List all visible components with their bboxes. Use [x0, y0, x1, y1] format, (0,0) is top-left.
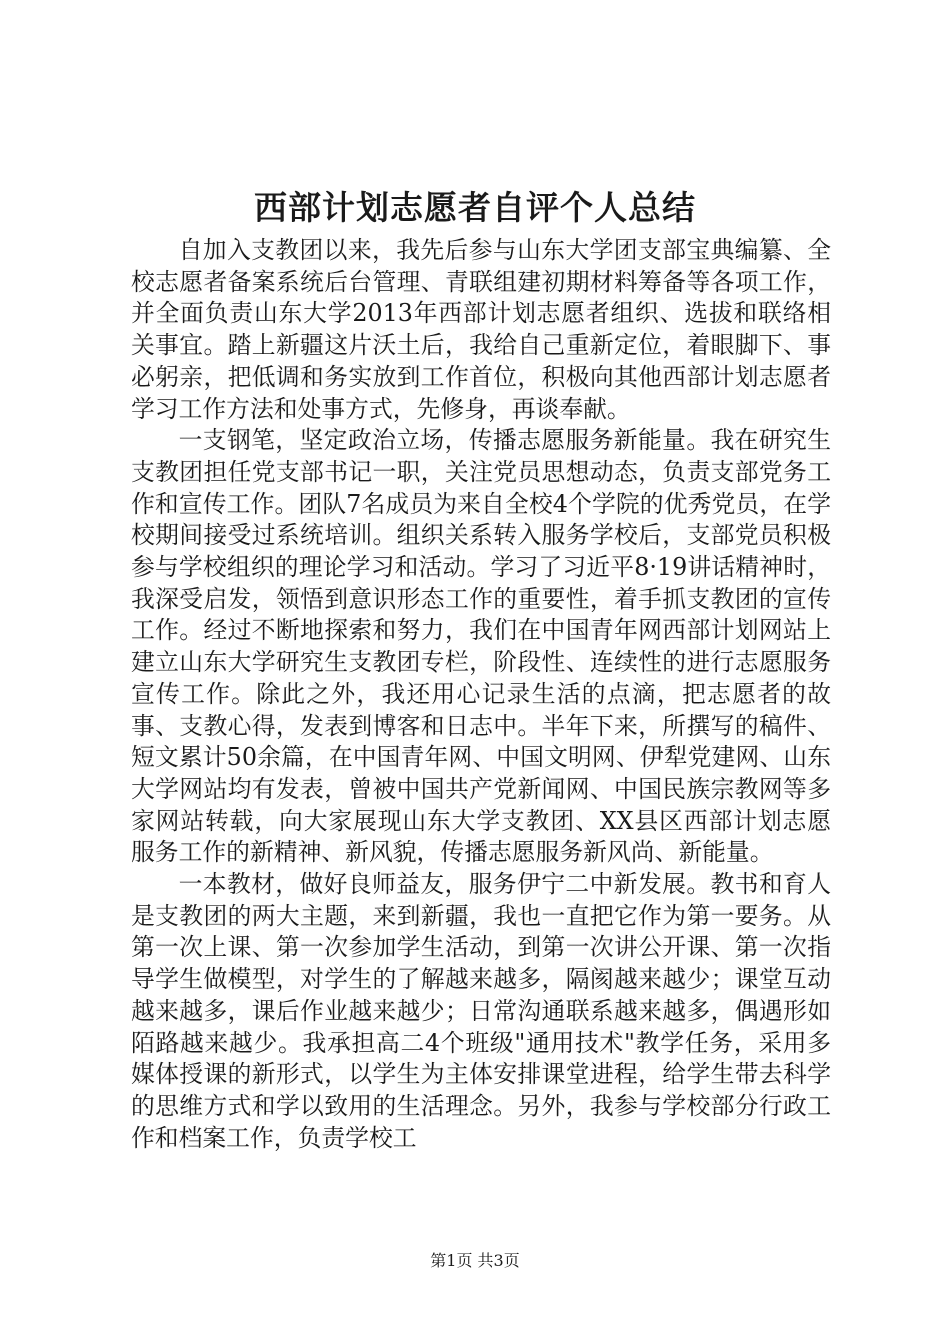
paragraph-pen: 一支钢笔，坚定政治立场，传播志愿服务新能量。我在研究生支教团担任党支部书记一职，关注党员思想动态，负责支部党务工作和宣传工作。团队7名成员为来自全校4个学院的优秀党员，在学校期间接受过系统培训。组织关系转入服务学校后，支部党员积极参与学校组织的理论学习和活动。学习了习近平8·19讲话精神时，我深受启发，领悟到意识形态工作的重要性，着手抓支教团的宣传工作。经过不断地探索和努力，我们在中国青年网西部计划网站上建立山东大学研究生支教团专栏，阶段性、连续性的进行志愿服务宣传工作。除此之外，我还用心记录生活的点滴，把志愿者的故事、支教心得，发表到博客和日志中。半年下来，所撰写的稿件、短文累计50余篇，在中国青年网、中国文明网、伊犁党建网、山东大学网站均有发表，曾被中国共产党新闻网、中国民族宗教网等多家网站转载，向大家展现山东大学支教团、XX县区西部计划志愿服务工作的新精神、新风貌，传播志愿服务新风尚、新能量。: [131, 426, 831, 867]
document-title: 西部计划志愿者自评个人总结: [254, 188, 696, 227]
page-footer: 第1页 共3页: [430, 1251, 520, 1270]
document-body: [131, 235, 831, 1154]
paragraph-textbook: 一本教材，做好良师益友，服务伊宁二中新发展。教书和育人是支教团的两大主题，来到新疆，我也一直把它作为第一要务。从第一次上课、第一次参加学生活动，到第一次讲公开课、第一次指导学生做模型，对学生的了解越来越多，隔阂越来越少；课堂互动越来越多，课后作业越来越少；日常沟通联系越来越多，偶遇形如陌路越来越少。我承担高二4个班级"通用技术"教学任务，采用多媒体授课的新形式，以学生为主体安排课堂进程，给学生带去科学的思维方式和学以致用的生活理念。另外，我参与学校部分行政工作和档案工作，负责学校工: [131, 870, 831, 1152]
paragraph-intro: 自加入支教团以来，我先后参与山东大学团支部宝典编纂、全校志愿者备案系统后台管理、青联组建初期材料筹备等各项工作，并全面负责山东大学2013年西部计划志愿者组织、选拔和联络相关事宜。踏上新疆这片沃土后，我给自己重新定位，着眼脚下、事必躬亲，把低调和务实放到工作首位，积极向其他西部计划志愿者学习工作方法和处事方式，先修身，再谈奉献。: [131, 236, 831, 423]
